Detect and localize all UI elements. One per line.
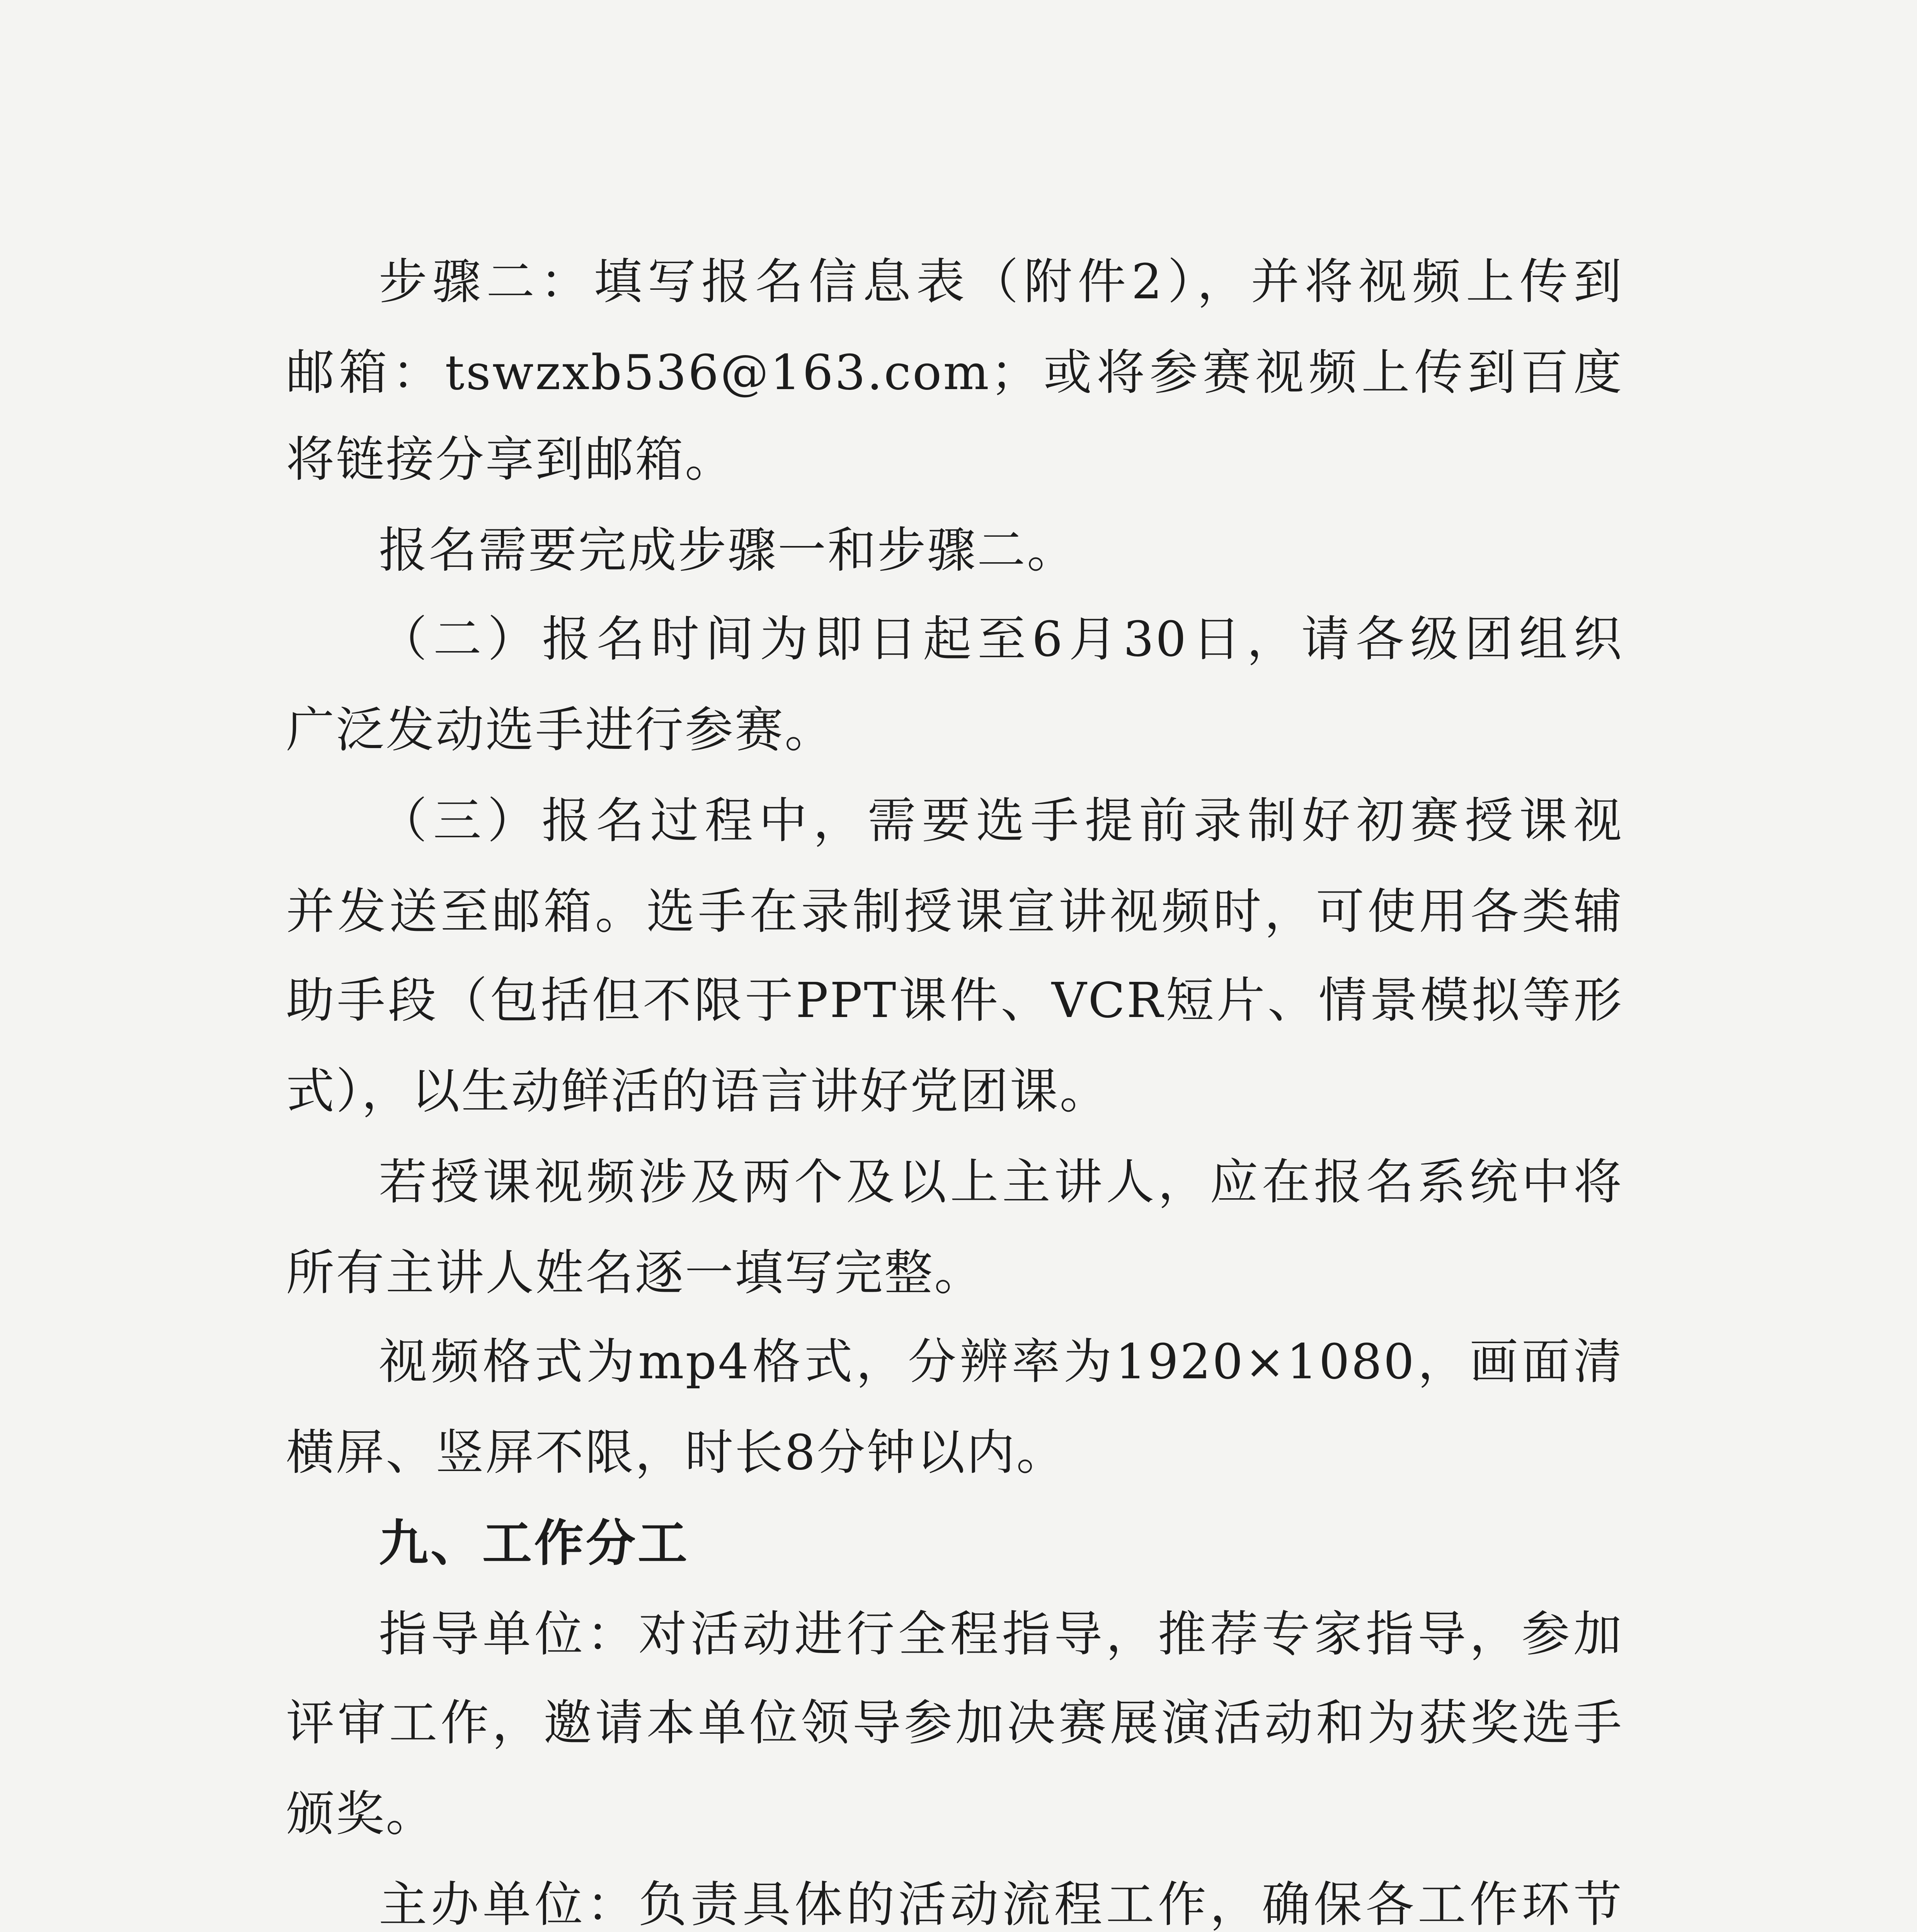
paragraph-line: 横屏、竖屏不限，时长8分钟以内。 bbox=[286, 1425, 1066, 1481]
paragraph-line: 主办单位：负责具体的活动流程工作，确保各工作环节 bbox=[379, 1877, 1623, 1932]
section-heading-division-of-work: 九、工作分工 bbox=[379, 1515, 690, 1572]
paragraph-line: 颁奖。 bbox=[286, 1786, 436, 1842]
paragraph-line: 广泛发动选手进行参赛。 bbox=[286, 702, 834, 758]
paragraph-line: 助手段（包括但不限于PPT课件、VCR短片、情景模拟等形 bbox=[286, 973, 1623, 1029]
paragraph-line: 将链接分享到邮箱。 bbox=[286, 432, 735, 488]
paragraph-line: 邮箱：tswzxb536@163.com；或将参赛视频上传到百度 bbox=[286, 345, 1623, 401]
paragraph-line: 若授课视频涉及两个及以上主讲人，应在报名系统中将 bbox=[379, 1154, 1623, 1210]
paragraph-line: 评审工作，邀请本单位领导参加决赛展演活动和为获奖选手 bbox=[286, 1695, 1623, 1751]
paragraph-line: 式），以生动鲜活的语言讲好党团课。 bbox=[286, 1063, 1110, 1119]
paragraph-line: （二）报名时间为即日起至6月30日，请各级团组织 bbox=[379, 611, 1623, 667]
paragraph-line: 指导单位：对活动进行全程指导，推荐专家指导，参加 bbox=[379, 1606, 1623, 1662]
paragraph-line: 步骤二：填写报名信息表（附件2），并将视频上传到 bbox=[379, 254, 1623, 310]
paragraph-line: （三）报名过程中，需要选手提前录制好初赛授课视 bbox=[379, 793, 1623, 849]
paragraph-line: 视频格式为mp4格式，分辨率为1920×1080，画面清 bbox=[379, 1334, 1623, 1390]
paragraph-line: 所有主讲人姓名逐一填写完整。 bbox=[286, 1245, 984, 1301]
paragraph-line: 并发送至邮箱。选手在录制授课宣讲视频时，可使用各类辅 bbox=[286, 884, 1623, 940]
paragraph-line: 报名需要完成步骤一和步骤二。 bbox=[379, 522, 1077, 578]
